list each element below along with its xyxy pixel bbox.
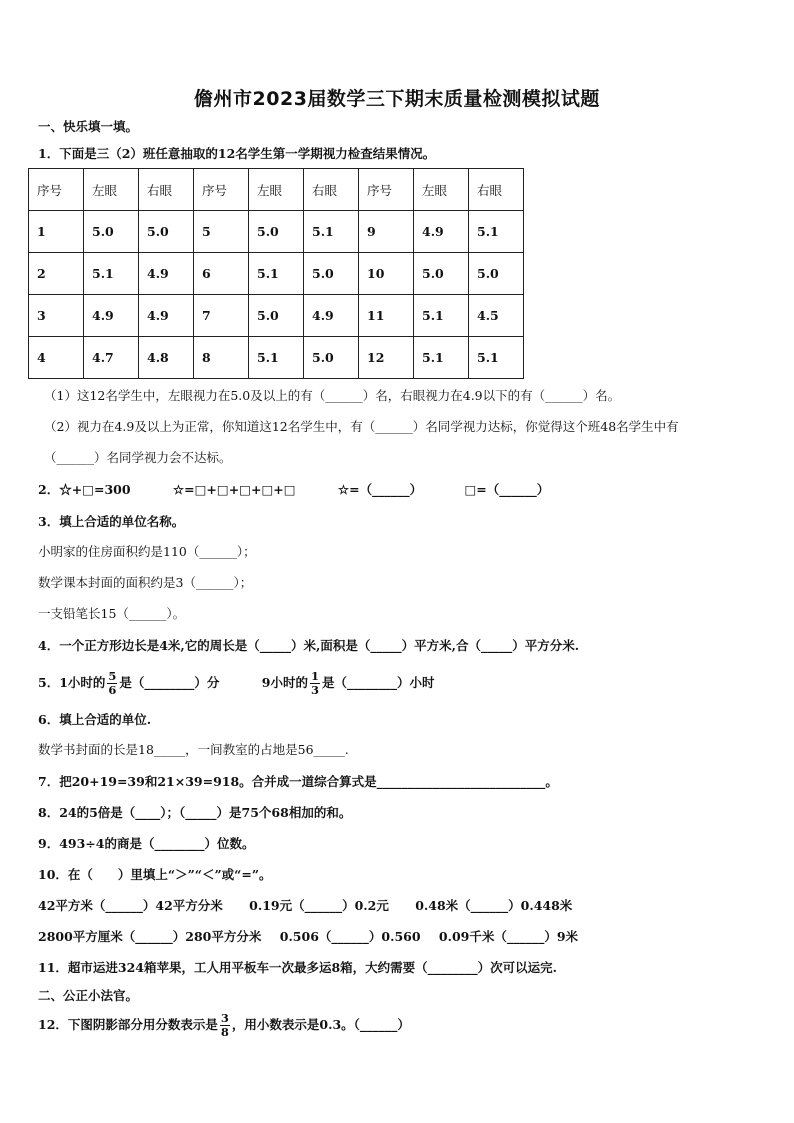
table-cell: 9 xyxy=(359,211,414,253)
table-row xyxy=(29,211,524,253)
question-10-prompt: 10．在（ ）里填上“＞”“＜”或“=”。 xyxy=(38,867,272,882)
question-3-line-3: 一支铅笔长15（______）。 xyxy=(38,606,186,621)
table-cell: 4.9 xyxy=(139,253,194,295)
table-cell: 5.0 xyxy=(304,337,359,379)
question-6-prompt: 6．填上合适的单位. xyxy=(38,712,152,727)
comparison-item: 0.48米（______）0.448米 xyxy=(415,898,573,913)
question-2-equation-a: 2．☆+□=300 xyxy=(38,482,131,497)
table-header-cell: 右眼 xyxy=(139,169,194,211)
fraction-denominator: 3 xyxy=(311,683,320,697)
table-row xyxy=(29,337,524,379)
question-5-part-a-blank: 是（________）分 xyxy=(119,675,220,690)
table-cell: 10 xyxy=(359,253,414,295)
table-cell: 5.1 xyxy=(84,253,139,295)
table-cell: 5.0 xyxy=(84,211,139,253)
table-cell: 5.0 xyxy=(249,211,304,253)
question-10-row-1 xyxy=(38,897,572,915)
table-header-cell: 左眼 xyxy=(414,169,469,211)
question-3-line-2: 数学课本封面的面积约是3（______）； xyxy=(38,575,253,590)
table-cell: 5.0 xyxy=(469,253,524,295)
question-5 xyxy=(38,666,435,700)
question-10-row-2 xyxy=(38,928,578,946)
table-cell: 4.9 xyxy=(84,295,139,337)
question-3-line-1: 小明家的住房面积约是110（______）； xyxy=(38,544,256,559)
table-cell: 2 xyxy=(29,253,84,295)
table-header-row xyxy=(29,169,524,211)
fraction-three-eighths xyxy=(220,1012,230,1039)
comparison-item: 0.09千米（______）9米 xyxy=(438,929,579,944)
fraction-five-sixths xyxy=(107,670,117,697)
table-cell: 5.1 xyxy=(469,337,524,379)
table-cell: 5.1 xyxy=(414,295,469,337)
section-heading-judge: 二、公正小法官。 xyxy=(38,988,139,1003)
question-12-blank: ，用小数表示是0.3。（______） xyxy=(231,1017,410,1032)
table-header-cell: 右眼 xyxy=(304,169,359,211)
fraction-denominator: 6 xyxy=(108,683,117,697)
fraction-denominator: 8 xyxy=(220,1025,229,1039)
table-cell: 5.1 xyxy=(469,211,524,253)
table-cell: 11 xyxy=(359,295,414,337)
table-cell: 5.0 xyxy=(414,253,469,295)
question-2-answer-star: ☆=（______） xyxy=(337,482,423,497)
fraction-numerator: 3 xyxy=(220,1011,229,1025)
table-cell: 7 xyxy=(194,295,249,337)
question-2-answer-square: □=（______） xyxy=(464,482,550,497)
table-row xyxy=(29,253,524,295)
fraction-one-third xyxy=(310,670,320,697)
question-11: 11．超市运进324箱苹果，工人用平板车一次最多运8箱，大约需要（________）次可以运完. xyxy=(38,960,558,975)
table-row xyxy=(29,295,524,337)
page-title: 儋州市2023届数学三下期末质量检测模拟试题 xyxy=(194,88,600,110)
question-1-sub-1: （1）这12名学生中，左眼视力在5.0及以上的有（______）名，右眼视力在4.9以下的有（______）名。 xyxy=(44,388,621,403)
comparison-item: 0.19元（______）0.2元 xyxy=(249,898,389,913)
question-2 xyxy=(38,481,549,499)
question-7: 7．把20+19=39和21×39=918。合并成一道综合算式是___________________________。 xyxy=(38,774,558,789)
table-cell: 12 xyxy=(359,337,414,379)
fraction-numerator: 1 xyxy=(311,669,320,683)
table-cell: 1 xyxy=(29,211,84,253)
table-cell: 6 xyxy=(194,253,249,295)
question-12-text: 12．下图阴影部分用分数表示是 xyxy=(38,1017,218,1032)
table-cell: 4.7 xyxy=(84,337,139,379)
question-5-part-a-text: 5．1小时的 xyxy=(38,675,106,690)
table-cell: 5.0 xyxy=(304,253,359,295)
table-header-cell: 序号 xyxy=(359,169,414,211)
question-9: 9．493÷4的商是（________）位数。 xyxy=(38,836,255,851)
table-cell: 5.1 xyxy=(249,253,304,295)
fraction-numerator: 5 xyxy=(108,669,117,683)
table-cell: 5 xyxy=(194,211,249,253)
table-header-cell: 右眼 xyxy=(469,169,524,211)
section-heading-fill-in: 一、快乐填一填。 xyxy=(38,119,139,134)
table-cell: 5.1 xyxy=(249,337,304,379)
table-cell: 5.0 xyxy=(139,211,194,253)
question-1-sub-2a: （2）视力在4.9及以上为正常，你知道这12名学生中，有（______）名同学视力达标，你觉得这个班48名学生中有 xyxy=(44,419,679,434)
table-cell: 8 xyxy=(194,337,249,379)
table-header-cell: 序号 xyxy=(29,169,84,211)
comparison-item: 42平方米（______）42平方分米 xyxy=(38,898,223,913)
question-5-part-b-blank: 是（________）小时 xyxy=(322,675,435,690)
table-header-cell: 左眼 xyxy=(84,169,139,211)
question-1-sub-2b: （______）名同学视力会不达标。 xyxy=(44,450,232,465)
table-cell: 3 xyxy=(29,295,84,337)
question-8: 8．24的5倍是（____）；（_____）是75个68相加的和。 xyxy=(38,805,352,820)
table-cell: 5.1 xyxy=(304,211,359,253)
comparison-item: 0.506（______）0.560 xyxy=(279,929,421,944)
table-cell: 4.9 xyxy=(414,211,469,253)
question-1-prompt: 1．下面是三（2）班任意抽取的12名学生第一学期视力检查结果情况。 xyxy=(38,146,436,161)
table-cell: 5.1 xyxy=(414,337,469,379)
table-header-cell: 序号 xyxy=(194,169,249,211)
table-cell: 4.9 xyxy=(304,295,359,337)
table-cell: 4.8 xyxy=(139,337,194,379)
table-cell: 4.5 xyxy=(469,295,524,337)
vision-results-table xyxy=(28,168,524,379)
question-12 xyxy=(38,1008,410,1042)
question-3-prompt: 3．填上合适的单位名称。 xyxy=(38,514,185,529)
question-6-line-1: 数学书封面的长是18_____，一间教室的占地是56_____. xyxy=(38,742,349,757)
question-5-part-b-text: 9小时的 xyxy=(261,675,308,690)
table-cell: 4 xyxy=(29,337,84,379)
question-2-equation-b: ☆=□+□+□+□+□ xyxy=(172,482,296,497)
table-cell: 4.9 xyxy=(139,295,194,337)
table-cell: 5.0 xyxy=(249,295,304,337)
question-4: 4．一个正方形边长是4米,它的周长是（_____）米,面积是（_____）平方米,合（_____）平方分米. xyxy=(38,638,580,653)
comparison-item: 2800平方厘米（______）280平方分米 xyxy=(38,929,262,944)
table-header-cell: 左眼 xyxy=(249,169,304,211)
